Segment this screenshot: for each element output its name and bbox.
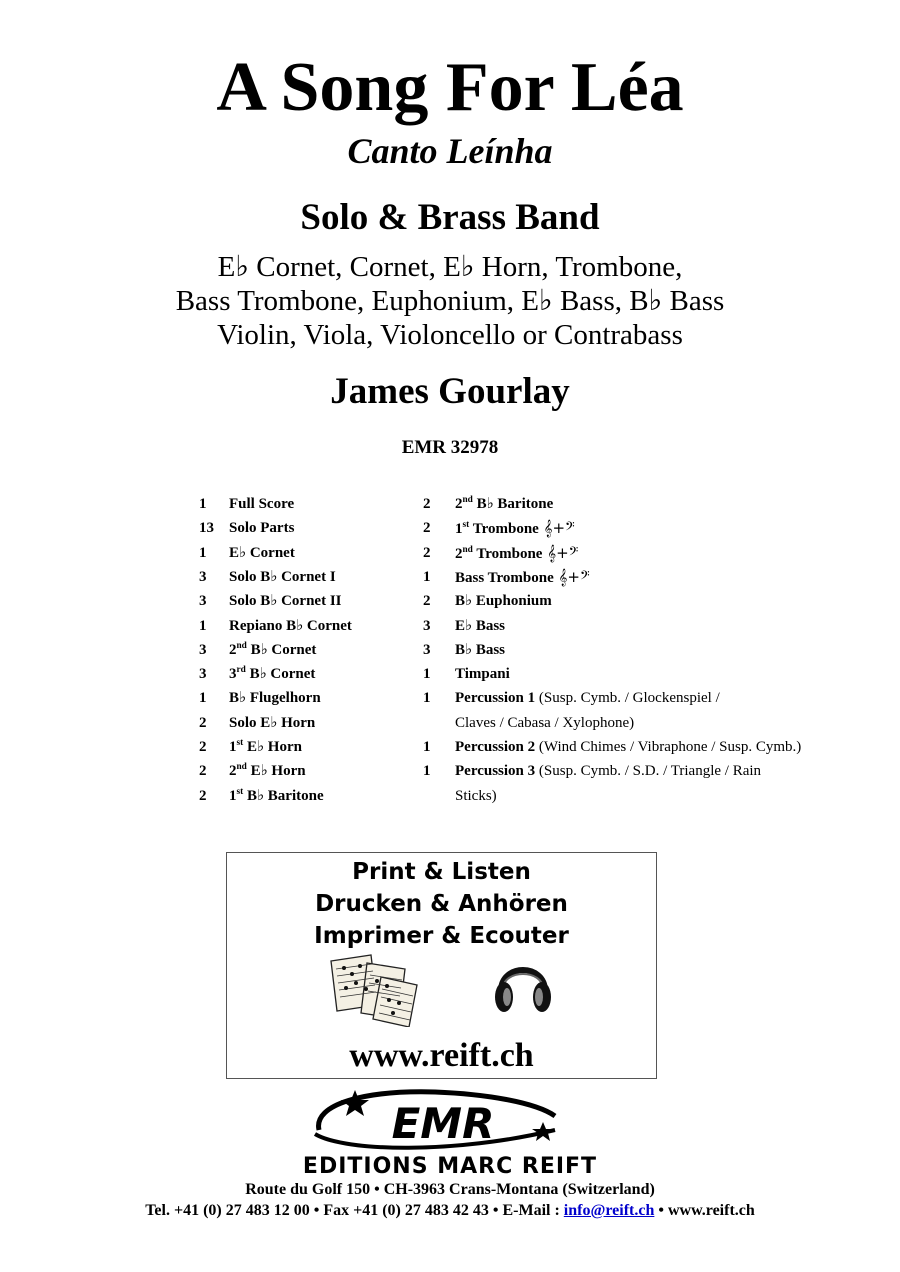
- part-name: Percussion 3 (Susp. Cymb. / S.D. / Triangle / Rain: [455, 763, 762, 780]
- promo-line-1: Print & Listen: [352, 859, 531, 885]
- part-quantity: 3: [199, 641, 207, 658]
- clef-icons: 𝄞+𝄢: [553, 567, 590, 586]
- part-name: 1st B♭ Baritone: [229, 786, 324, 804]
- logo-text: EMR: [391, 1099, 495, 1148]
- part-name: Solo B♭ Cornet II: [229, 593, 342, 610]
- part-quantity: 2: [199, 739, 207, 755]
- part-quantity: 2: [423, 544, 431, 561]
- part-quantity: 1: [423, 568, 431, 585]
- part-quantity: 2: [423, 496, 431, 512]
- promo-url: www.reift.ch: [349, 1037, 534, 1074]
- part-detail-continuation: Sticks): [455, 787, 497, 804]
- part-name: Repiano B♭ Cornet: [229, 617, 352, 634]
- part-name: 1st E♭ Horn: [229, 738, 302, 755]
- part-quantity: 1: [199, 544, 207, 561]
- part-name: 3rd B♭ Cornet: [229, 665, 316, 683]
- part-quantity: 2: [423, 593, 431, 610]
- emr-logo: [305, 1086, 565, 1154]
- email-link[interactable]: info@reift.ch: [563, 1202, 655, 1219]
- part-quantity: 2: [423, 520, 431, 537]
- promo-line-3: Imprimer & Ecouter: [314, 923, 569, 949]
- publisher-contact: [0, 1201, 900, 1221]
- part-name: Solo E♭ Horn: [229, 714, 316, 731]
- part-name: Solo B♭ Cornet I: [229, 568, 336, 585]
- part-name: 2nd B♭ Baritone: [455, 495, 554, 512]
- part-name: 1st Trombone 𝄞+𝄢: [455, 519, 575, 538]
- part-quantity: 1: [423, 666, 431, 683]
- part-quantity: 2: [199, 787, 207, 804]
- part-name: Percussion 1 (Susp. Cymb. / Glockenspiel /: [455, 690, 720, 707]
- subtitle: Canto Leínha: [347, 131, 553, 171]
- part-detail: (Wind Chimes / Vibraphone / Susp. Cymb.): [535, 739, 802, 755]
- publisher-address: Route du Golf 150 • CH-3963 Crans-Montana (Switzerland): [245, 1181, 655, 1198]
- part-name: Solo Parts: [229, 520, 295, 537]
- solo-instruments-line-3: Violin, Viola, Violoncello or Contrabass: [217, 319, 683, 351]
- part-quantity: 1: [423, 739, 431, 755]
- part-detail: (Susp. Cymb. / S.D. / Triangle / Rain: [535, 763, 762, 780]
- contact-website: • www.reift.ch: [654, 1202, 755, 1219]
- part-quantity: 3: [423, 617, 431, 634]
- part-name: Full Score: [229, 496, 295, 512]
- catalog-number: EMR 32978: [401, 437, 499, 458]
- composer: James Gourlay: [330, 371, 570, 412]
- part-detail: (Susp. Cymb. / Glockenspiel /: [535, 690, 720, 707]
- part-name: Percussion 2 (Wind Chimes / Vibraphone / Susp. Cymb.): [455, 739, 802, 755]
- title: A Song For Léa: [216, 49, 684, 126]
- part-name: 2nd B♭ Cornet: [229, 640, 317, 658]
- part-quantity: 13: [199, 520, 214, 537]
- ensemble: Solo & Brass Band: [300, 197, 600, 238]
- part-quantity: 2: [199, 763, 207, 780]
- part-name: 2nd E♭ Horn: [229, 762, 306, 780]
- print-and-listen-box: [226, 852, 657, 1079]
- part-quantity: 1: [199, 496, 207, 512]
- part-quantity: 3: [423, 641, 431, 658]
- promo-line-2: Drucken & Anhören: [315, 891, 568, 917]
- solo-instruments-line-1: E♭ Cornet, Cornet, E♭ Horn, Trombone,: [217, 251, 683, 283]
- part-name: B♭ Flugelhorn: [229, 690, 321, 707]
- clef-icons: 𝄞+𝄢: [542, 543, 579, 562]
- part-name: B♭ Euphonium: [455, 593, 552, 610]
- sheet-music-icon: [327, 953, 419, 1027]
- part-quantity: 3: [199, 666, 207, 683]
- headphones-icon: [491, 951, 555, 1017]
- part-quantity: 1: [199, 617, 207, 634]
- part-name: B♭ Bass: [455, 641, 506, 658]
- part-quantity: 1: [199, 690, 207, 707]
- part-name: Timpani: [455, 666, 510, 683]
- contact-phone-fax: Tel. +41 (0) 27 483 12 00 • Fax +41 (0) 27 483 42 43 • E-Mail :: [145, 1202, 564, 1219]
- clef-icons: 𝄞+𝄢: [538, 519, 575, 538]
- part-quantity: 2: [199, 714, 207, 731]
- part-quantity: 1: [423, 763, 431, 780]
- part-name: Bass Trombone 𝄞+𝄢: [455, 567, 590, 586]
- part-quantity: 1: [423, 690, 431, 707]
- part-name: E♭ Bass: [455, 617, 506, 634]
- part-name: 2nd Trombone 𝄞+𝄢: [455, 543, 579, 562]
- part-quantity: 3: [199, 593, 207, 610]
- solo-instruments-line-2: Bass Trombone, Euphonium, E♭ Bass, B♭ Bass: [175, 285, 725, 317]
- part-name: E♭ Cornet: [229, 544, 295, 561]
- part-detail-continuation: Claves / Cabasa / Xylophone): [455, 714, 635, 731]
- publisher-name: EDITIONS MARC REIFT: [302, 1154, 598, 1179]
- part-quantity: 3: [199, 568, 207, 585]
